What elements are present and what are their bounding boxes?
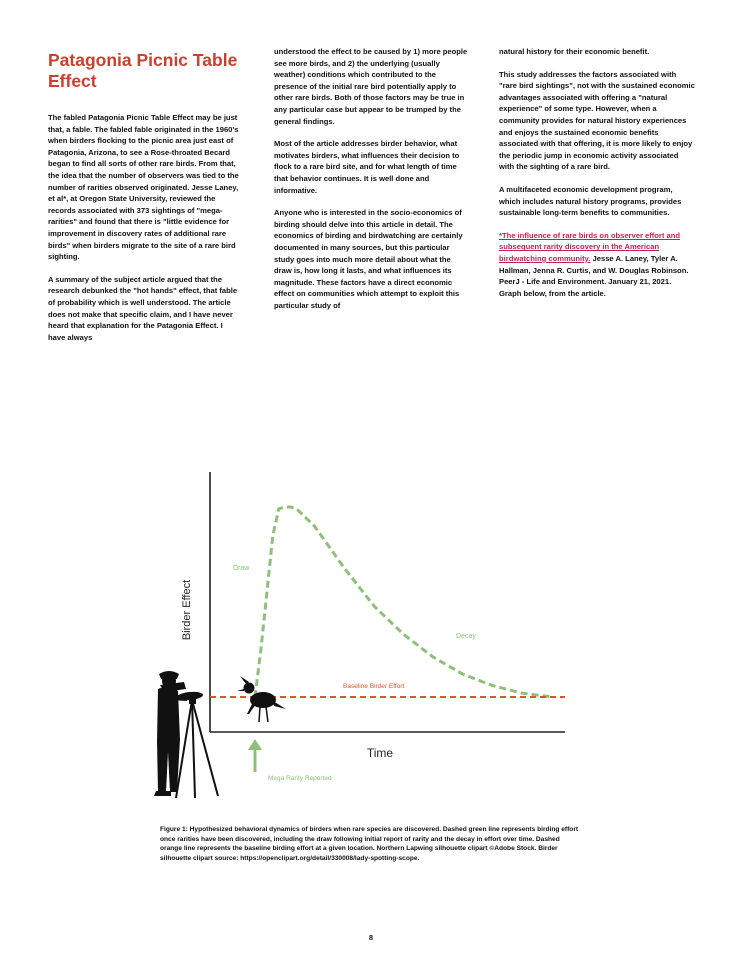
birder-effect-figure — [140, 460, 590, 810]
paragraph: understood the effect to be caused by 1) more people see more birds, and 2) the underlying (usually weather) conditions which contributed to the presence of the initial rare bird potentially apply to other rare birds. Both of those factors may be true in any particular case but appear to be trumped by the general findings. — [274, 47, 468, 126]
baseline-label: Baseline Birder Effort — [343, 683, 405, 690]
arrival-label: Mega Rarity Reported — [268, 775, 332, 782]
citation-text: Jesse A. Laney, Tyler A. Hallman, Jenna R. Curtis, and W. Douglas Robinson. PeerJ - Life and Environment. January 21, 2021. Graph below, from the article. — [499, 253, 689, 298]
lapwing-silhouette-icon — [237, 676, 286, 722]
paragraph: Anyone who is interested in the socio-economics of birding should delve into this article in detail. The economics of birding and birdwatching are certainly documented in many sources, but this particular study goes into much more detail about what the draw is, how long it lasts, and what influences its magnitude. These factors have a direct economic effect on communities which attempt to exploit this particular study of — [274, 208, 463, 310]
x-axis-label: Time — [366, 746, 394, 760]
figure-caption: Figure 1: Hypothesized behavioral dynamics of birders when rare species are discovered. Dashed green line represents birding effort once rarities have been discovered, including the draw following initial report of rarity and the decay in effort over time. Dashed orange line represents the baseline birding effort at a given location. Northern Lapwing silhouette clipart ©Adobe Stock. Birder silhouette clipart source: https://openclipart.org/detail/330008/lady-spotting-scope. — [160, 826, 579, 862]
paragraph: This study addresses the factors associated with "rare bird sightings", not with the sustained economic advantages associated with offering a "natural experience" of some type. However, when a community provides for natural history experiences and enjoys the sustained economic benefits associated with that offering, it is more likely to enjoy the periodic jump in economic activity associated with the sighting of a rare bird. — [499, 69, 695, 172]
citation — [499, 230, 695, 300]
birder-silhouette-icon — [154, 671, 218, 798]
paragraph: Most of the article addresses birder behavior, what motivates birders, what influences their decision to flock to a rare bird site, and for what length of time that behavior continues. It is well done and informative. — [274, 139, 460, 195]
text-column-3 — [499, 46, 695, 310]
paragraph: The fabled Patagonia Picnic Table Effect may be just that, a fable. The fabled fable originated in the 1960's when birders flocking to the picnic area just east of Patagonia, Arizona, to see a Rose-throated Becard began to find all sorts of other rare birds. From that, the idea that the number of observers was tied to the number of rarities observed originated. Jesse Laney, et al*, at Oregon State University, reviewed the records associated with 373 sightings of "mega-rarities" and found that there is "little evidence for improvement in discovery rates of additional rare birds" when birders migrate to the site of a rare bird sighting. — [48, 113, 239, 262]
text-column-1 — [48, 112, 241, 354]
draw-label: Draw — [233, 565, 250, 572]
paragraph: A summary of the subject article argued that the research debunked the "hot hands" effect, that fable of probability which is well understood. The article does not make that specific claim, and I have never heard that explanation for the Patagonia Effect. I have always — [48, 274, 238, 342]
arrow-up-icon — [248, 739, 262, 772]
article-title: Patagonia Picnic Table Effect — [48, 50, 238, 91]
paragraph: A multifaceted economic development program, which includes natural history programs, provides sustainable long-term benefits to communities. — [499, 184, 682, 218]
article-link[interactable]: *The influence of rare birds on observer effort and subsequent rarity discovery in the American birdwatching community. — [499, 230, 681, 263]
paragraph: natural history for their economic benefit. — [499, 47, 650, 56]
page-number: 8 — [368, 933, 374, 942]
y-axis-label: Birder Effect — [181, 579, 193, 641]
decay-label: Decay — [456, 633, 476, 640]
draw-decay-curve — [255, 507, 552, 697]
text-column-2 — [274, 46, 470, 322]
